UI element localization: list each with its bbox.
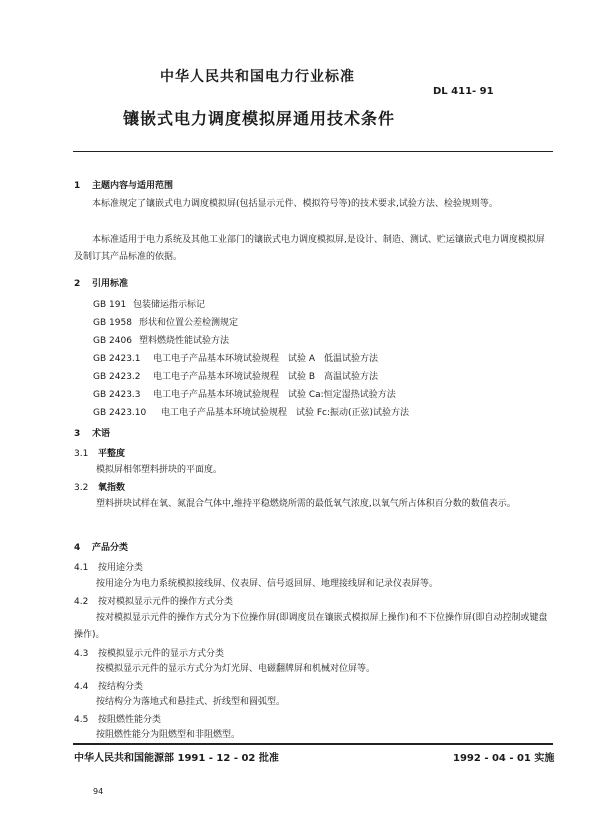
subsection-title: 按模拟显示元件的显示方式分类 [98, 649, 225, 659]
section-1-heading [74, 178, 173, 191]
subsection-number: 4.4 [74, 682, 89, 692]
term-name: 平整度 [98, 449, 126, 459]
reference-code: GB 2423.10 [93, 408, 147, 418]
header-divider [73, 151, 553, 152]
issue-statement: 中华人民共和国能源部 1991 - 12 - 02 批准 [74, 753, 279, 764]
subsection-heading [74, 560, 143, 573]
subsection-text: 按模拟显示元件的显示方式分为灯光屏、电磁翻牌屏和机械对位屏等。 [96, 664, 376, 674]
subsection-number: 4.1 [74, 563, 89, 573]
term-name: 氧指数 [98, 483, 126, 493]
footer-divider [73, 743, 553, 745]
subsection-text: 按用途分为电力系统模拟接线屏、仪表屏、信号返回屏、地理接线屏和记录仪表屏等。 [96, 579, 439, 589]
reference-code: GB 2423.3 [93, 390, 141, 400]
reference-title: 电工电子产品基本环境试验规程 试验 A 低温试验方法 [153, 354, 379, 364]
subsection-number: 4.2 [74, 597, 89, 607]
reference-title: 电工电子产品基本环境试验规程 试验 Ca:恒定湿热试验方法 [153, 390, 396, 400]
reference-title: 电工电子产品基本环境试验规程 试验 Fc:振动(正弦)试验方法 [161, 408, 410, 418]
section-3-heading [74, 426, 110, 439]
subsection-heading [74, 646, 224, 659]
section-title: 术语 [92, 429, 111, 439]
reference-item [93, 297, 205, 310]
term-heading [74, 480, 125, 493]
reference-item [93, 369, 378, 382]
subsection-text: 按对模拟显示元件的操作方式分为下位操作屏(即调度员在镶嵌式模拟屏上操作)和不下位操作屏(即自动控制或键盘操作)。 [74, 613, 548, 640]
section-4-heading [74, 540, 128, 553]
subsection-number: 4.3 [74, 649, 89, 659]
section-title: 产品分类 [92, 543, 129, 553]
reference-item [93, 333, 229, 346]
term-definition: 模拟屏相邻塑料拼块的平面度。 [96, 465, 223, 475]
reference-code: GB 2423.2 [93, 372, 141, 382]
section-number: 4 [74, 543, 81, 553]
section-title: 主题内容与适用范围 [92, 181, 174, 191]
subsection-title: 按用途分类 [98, 563, 144, 573]
reference-title: 电工电子产品基本环境试验规程 试验 B 高温试验方法 [153, 372, 379, 382]
reference-item [93, 387, 396, 400]
reference-title: 塑料燃烧性能试验方法 [139, 336, 230, 346]
subsection-heading [74, 712, 161, 725]
paragraph: 本标准适用于电力系统及其他工业部门的镶嵌式电力调度模拟屏,是设计、制造、测试、贮运镶嵌式电力调度模拟屏及制订其产品标准的依据。 [74, 235, 545, 262]
effective-statement: 1992 - 04 - 01 实施 [453, 753, 555, 764]
reference-code: GB 191 [93, 300, 127, 310]
reference-title: 形状和位置公差检测规定 [139, 318, 239, 328]
standard-number: DL 411- 91 [433, 86, 494, 97]
subsection-title: 按对模拟显示元件的操作方式分类 [98, 597, 234, 607]
subsection-number: 4.5 [74, 715, 89, 725]
term-number: 3.2 [74, 483, 89, 493]
subsection-text: 按结构分为落地式和悬挂式、折线型和圆弧型。 [96, 697, 286, 707]
section-number: 3 [74, 429, 81, 439]
section-title: 引用标准 [92, 279, 129, 289]
paragraph: 本标准规定了镶嵌式电力调度模拟屏(包括显示元件、模拟符号等)的技术要求,试验方法、检验规则等。 [92, 199, 498, 209]
agency-name: 中华人民共和国电力行业标准 [160, 69, 355, 85]
section-2-heading [74, 276, 128, 289]
reference-title: 包装储运指示标记 [133, 300, 206, 310]
reference-item [93, 315, 238, 328]
section-number: 2 [74, 279, 81, 289]
page-number: 94 [93, 787, 104, 796]
term-heading [74, 446, 125, 459]
reference-item [93, 405, 409, 418]
term-definition: 塑料拼块试样在氧、氮混合气体中,维持平稳燃烧所需的最低氧气浓度,以氧气所占体积百分数的数值表示。 [96, 499, 516, 509]
subsection-title: 按结构分类 [98, 682, 144, 692]
reference-code: GB 2423.1 [93, 354, 141, 364]
reference-item [93, 351, 378, 364]
reference-code: GB 2406 [93, 336, 132, 346]
subsection-heading [74, 594, 233, 607]
document-title: 镶嵌式电力调度模拟屏通用技术条件 [123, 109, 396, 128]
subsection-heading [74, 679, 143, 692]
term-number: 3.1 [74, 449, 89, 459]
subsection-text: 按阻燃性能分为阻燃型和非阻燃型。 [96, 730, 241, 740]
section-number: 1 [74, 181, 81, 191]
subsection-title: 按阻燃性能分类 [98, 715, 162, 725]
reference-code: GB 1958 [93, 318, 132, 328]
